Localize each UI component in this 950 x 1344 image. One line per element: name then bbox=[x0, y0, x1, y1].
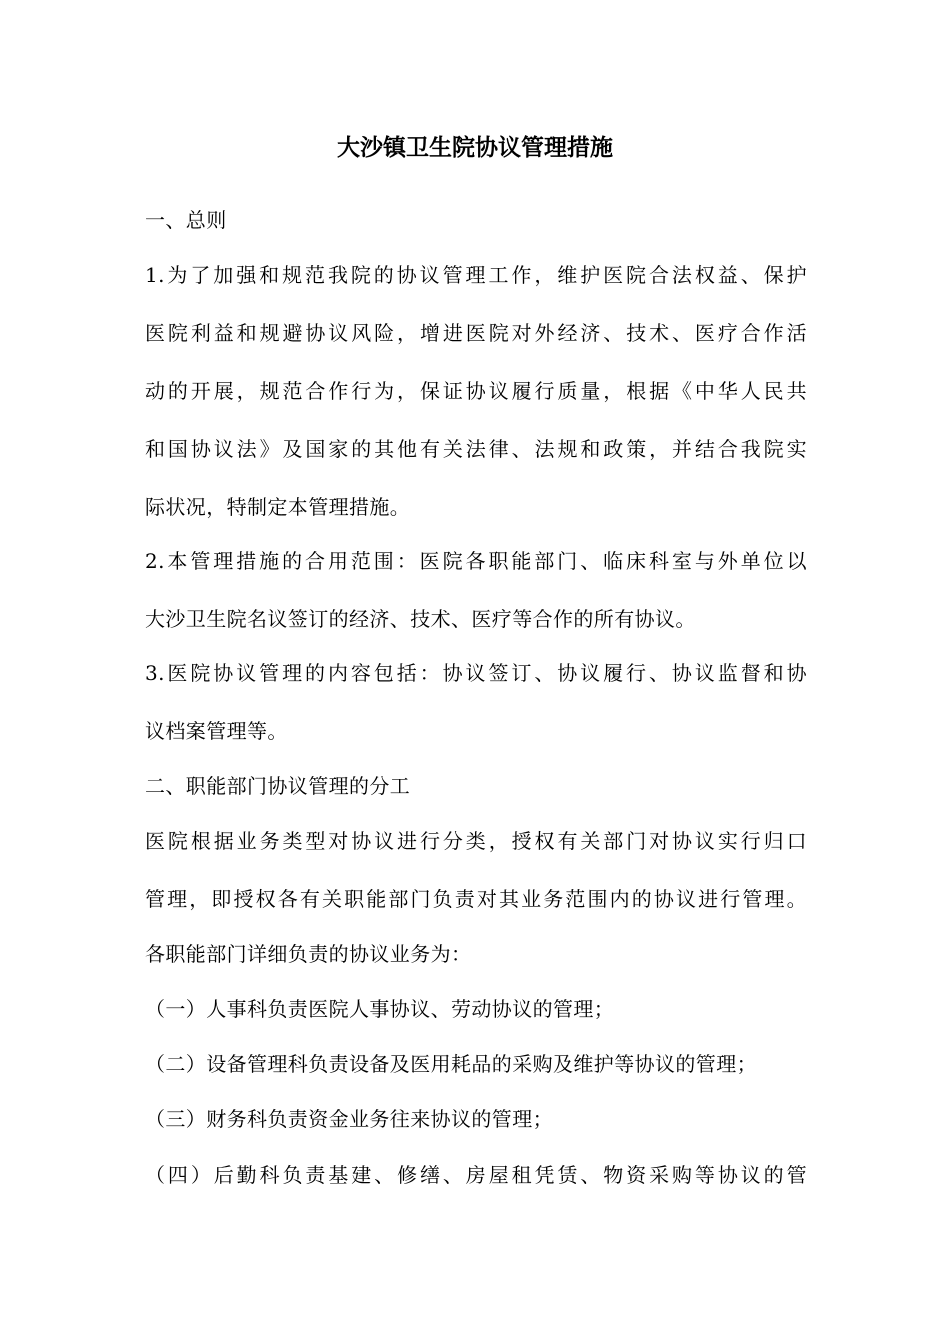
paragraph-line: 1.为了加强和规范我院的协议管理工作，维护医院合法权益、保护 bbox=[145, 263, 807, 287]
paragraph-line: 和国协议法》及国家的其他有关法律、法规和政策，并结合我院实 bbox=[145, 437, 807, 461]
paragraph-line: 管理，即授权各有关职能部门负责对其业务范围内的协议进行管理。 bbox=[145, 887, 807, 911]
paragraph-line: 2.本管理措施的合用范围：医院各职能部门、临床科室与外单位以 bbox=[145, 549, 807, 573]
list-item: （四）后勤科负责基建、修缮、房屋租凭赁、物资采购等协议的管 bbox=[145, 1163, 807, 1187]
list-item: （三）财务科负责资金业务往来协议的管理； bbox=[145, 1107, 553, 1131]
paragraph-line: 医院利益和规避协议风险，增进医院对外经济、技术、医疗合作活 bbox=[145, 321, 807, 345]
paragraph-line: 动的开展，规范合作行为，保证协议履行质量，根据《中华人民共 bbox=[145, 379, 807, 403]
paragraph-line: 际状况，特制定本管理措施。 bbox=[145, 495, 411, 519]
section-heading-general: 一、总则 bbox=[145, 208, 227, 232]
paragraph-line: 各职能部门详细负责的协议业务为： bbox=[145, 942, 472, 966]
document-title: 大沙镇卫生院协议管理措施 bbox=[337, 134, 613, 161]
paragraph-line: 医院根据业务类型对协议进行分类，授权有关部门对协议实行归口 bbox=[145, 829, 807, 853]
list-item: （一）人事科负责医院人事协议、劳动协议的管理； bbox=[145, 997, 615, 1021]
paragraph-line: 大沙卫生院名议签订的经济、技术、医疗等合作的所有协议。 bbox=[145, 607, 696, 631]
list-item: （二）设备管理科负责设备及医用耗品的采购及维护等协议的管理； bbox=[145, 1052, 757, 1076]
section-heading-division: 二、职能部门协议管理的分工 bbox=[145, 774, 411, 798]
paragraph-line: 3.医院协议管理的内容包括：协议签订、协议履行、协议监督和协 bbox=[145, 661, 807, 685]
paragraph-line: 议档案管理等。 bbox=[145, 719, 288, 743]
